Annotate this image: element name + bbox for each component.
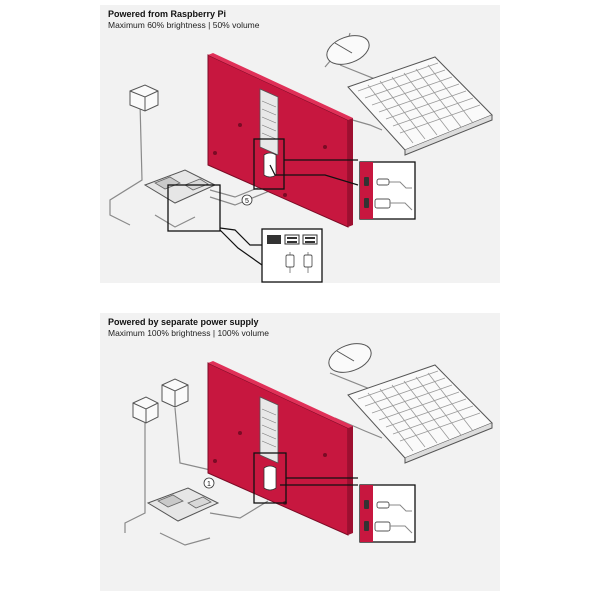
hdmi-port-icon <box>364 521 369 531</box>
mouse-icon <box>325 338 375 377</box>
usb-c-port-icon <box>364 177 369 186</box>
pi-ports-inset <box>262 229 322 282</box>
hdmi-port-icon <box>364 198 369 208</box>
display-ports-inset <box>360 485 415 542</box>
power-adapter-icon <box>130 85 158 111</box>
diagram-title: Powered by separate power supply <box>108 317 259 327</box>
diagram-title: Powered from Raspberry Pi <box>108 9 227 19</box>
power-cable <box>110 103 142 225</box>
callout-number: 5 <box>245 198 249 205</box>
pi-power-cable <box>125 423 145 533</box>
power-adapter-icon <box>133 397 158 423</box>
diagram-subtitle: Maximum 100% brightness | 100% volume <box>108 328 269 338</box>
diagram-subtitle: Maximum 60% brightness | 50% volume <box>108 20 260 30</box>
diagram-panel-separate-power-supply <box>100 313 500 591</box>
raspberry-pi-board-icon <box>148 488 218 521</box>
display-ports-inset <box>360 162 415 219</box>
usb-c-port-icon <box>364 500 369 509</box>
callout-number: 1 <box>207 481 211 488</box>
setup-illustration <box>100 313 500 591</box>
diagram-panel-raspberry-pi-powered <box>100 5 500 283</box>
keyboard-icon <box>348 365 492 463</box>
usb-c-cable-icon <box>377 502 389 508</box>
mouse-icon <box>323 30 373 69</box>
usb-c-cable-icon <box>377 179 389 185</box>
setup-illustration <box>100 5 500 283</box>
hdmi-cable-icon <box>375 199 390 208</box>
display-icon <box>208 361 353 535</box>
raspberry-pi-board-icon <box>145 170 215 203</box>
keyboard-icon <box>348 57 492 155</box>
power-adapter-icon <box>162 379 188 407</box>
display-icon <box>208 53 353 227</box>
hdmi-cable-icon <box>375 522 390 531</box>
